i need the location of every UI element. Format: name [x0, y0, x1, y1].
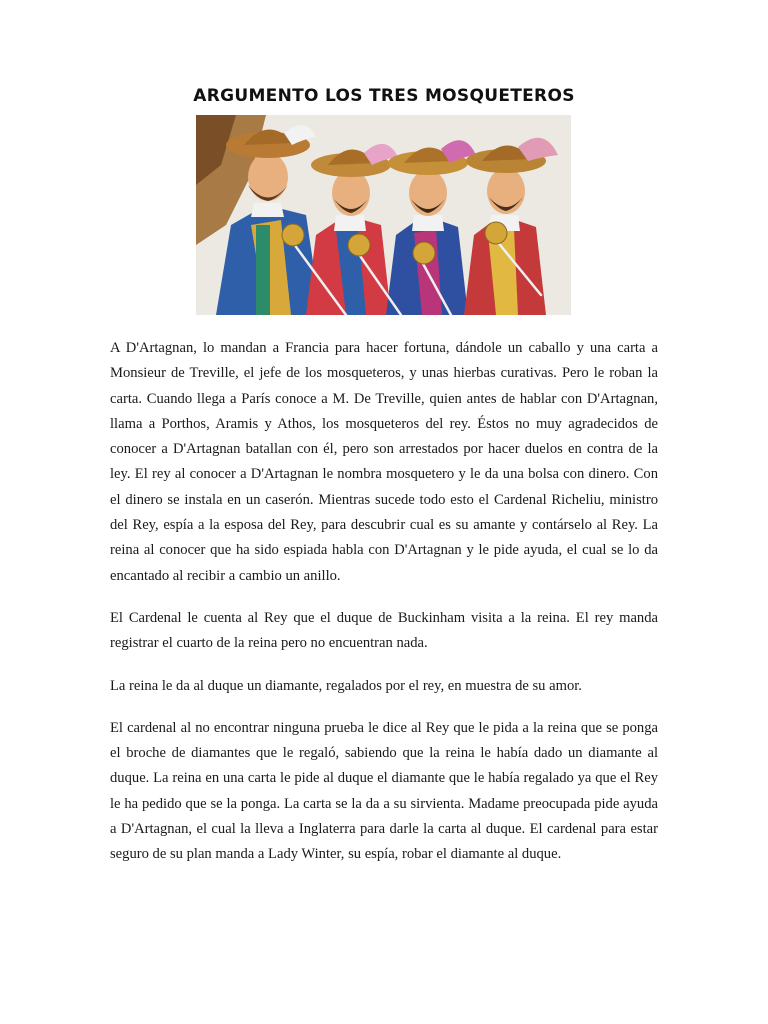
three-musketeers-illustration	[196, 115, 571, 315]
paragraph: A D'Artagnan, lo mandan a Francia para hacer fortuna, dándole un caballo y una carta a Monsieur de Treville, el jefe de los mosqueteros, y unas hierbas curativas. Pero le roban la carta. Cuando llega a París conoce a M. De Treville, quien antes de hablar con D'Artagnan, llama a Porthos, Aramis y Athos, los mosqueteros del rey. Éstos no muy agradecidos de conocer a D'Artagnan batallan con él, pero son arrestados por hacer duelos en contra de la ley. El rey al conocer a D'Artagnan le nombra mosquetero y le da una bolsa con dinero. Con el dinero se instala en un caserón. Mientras sucede todo esto el Cardenal Richeliu, ministro del Rey, espía a la esposa del Rey, para descubrir cual es su amante y contárselo al Rey. La reina al conocer que ha sido espiada habla con D'Artagnan y le pide ayuda, el cual se lo da encantado al recibir a cambio un anillo.	[110, 340, 658, 584]
story-text	[110, 336, 658, 885]
paragraph: El Cardenal le cuenta al Rey que el duque de Buckinham visita a la reina. El rey manda registrar el cuarto de la reina pero no encuentran nada.	[110, 609, 658, 652]
paragraph: La reina le da al duque un diamante, regalados por el rey, en muestra de su amor.	[110, 677, 582, 694]
paragraph: El cardenal al no encontrar ninguna prueba le dice al Rey que le pida a la reina que se ponga el broche de diamantes que le regaló, sabiendo que la reina le había dado un diamante al duque. La reina en una carta le pide al duque el diamante que le había regalado ya que el Rey le ha pedido que se la ponga. La carta se la da a su sirvienta. Madame preocupada pide ayuda a D'Artagnan, el cual la lleva a Inglaterra para darle la carta al duque. El cardenal para estar seguro de su plan manda a Lady Winter, su espía, robar el diamante al duque.	[110, 719, 658, 863]
document-title: ARGUMENTO LOS TRES MOSQUETEROS	[193, 86, 575, 106]
